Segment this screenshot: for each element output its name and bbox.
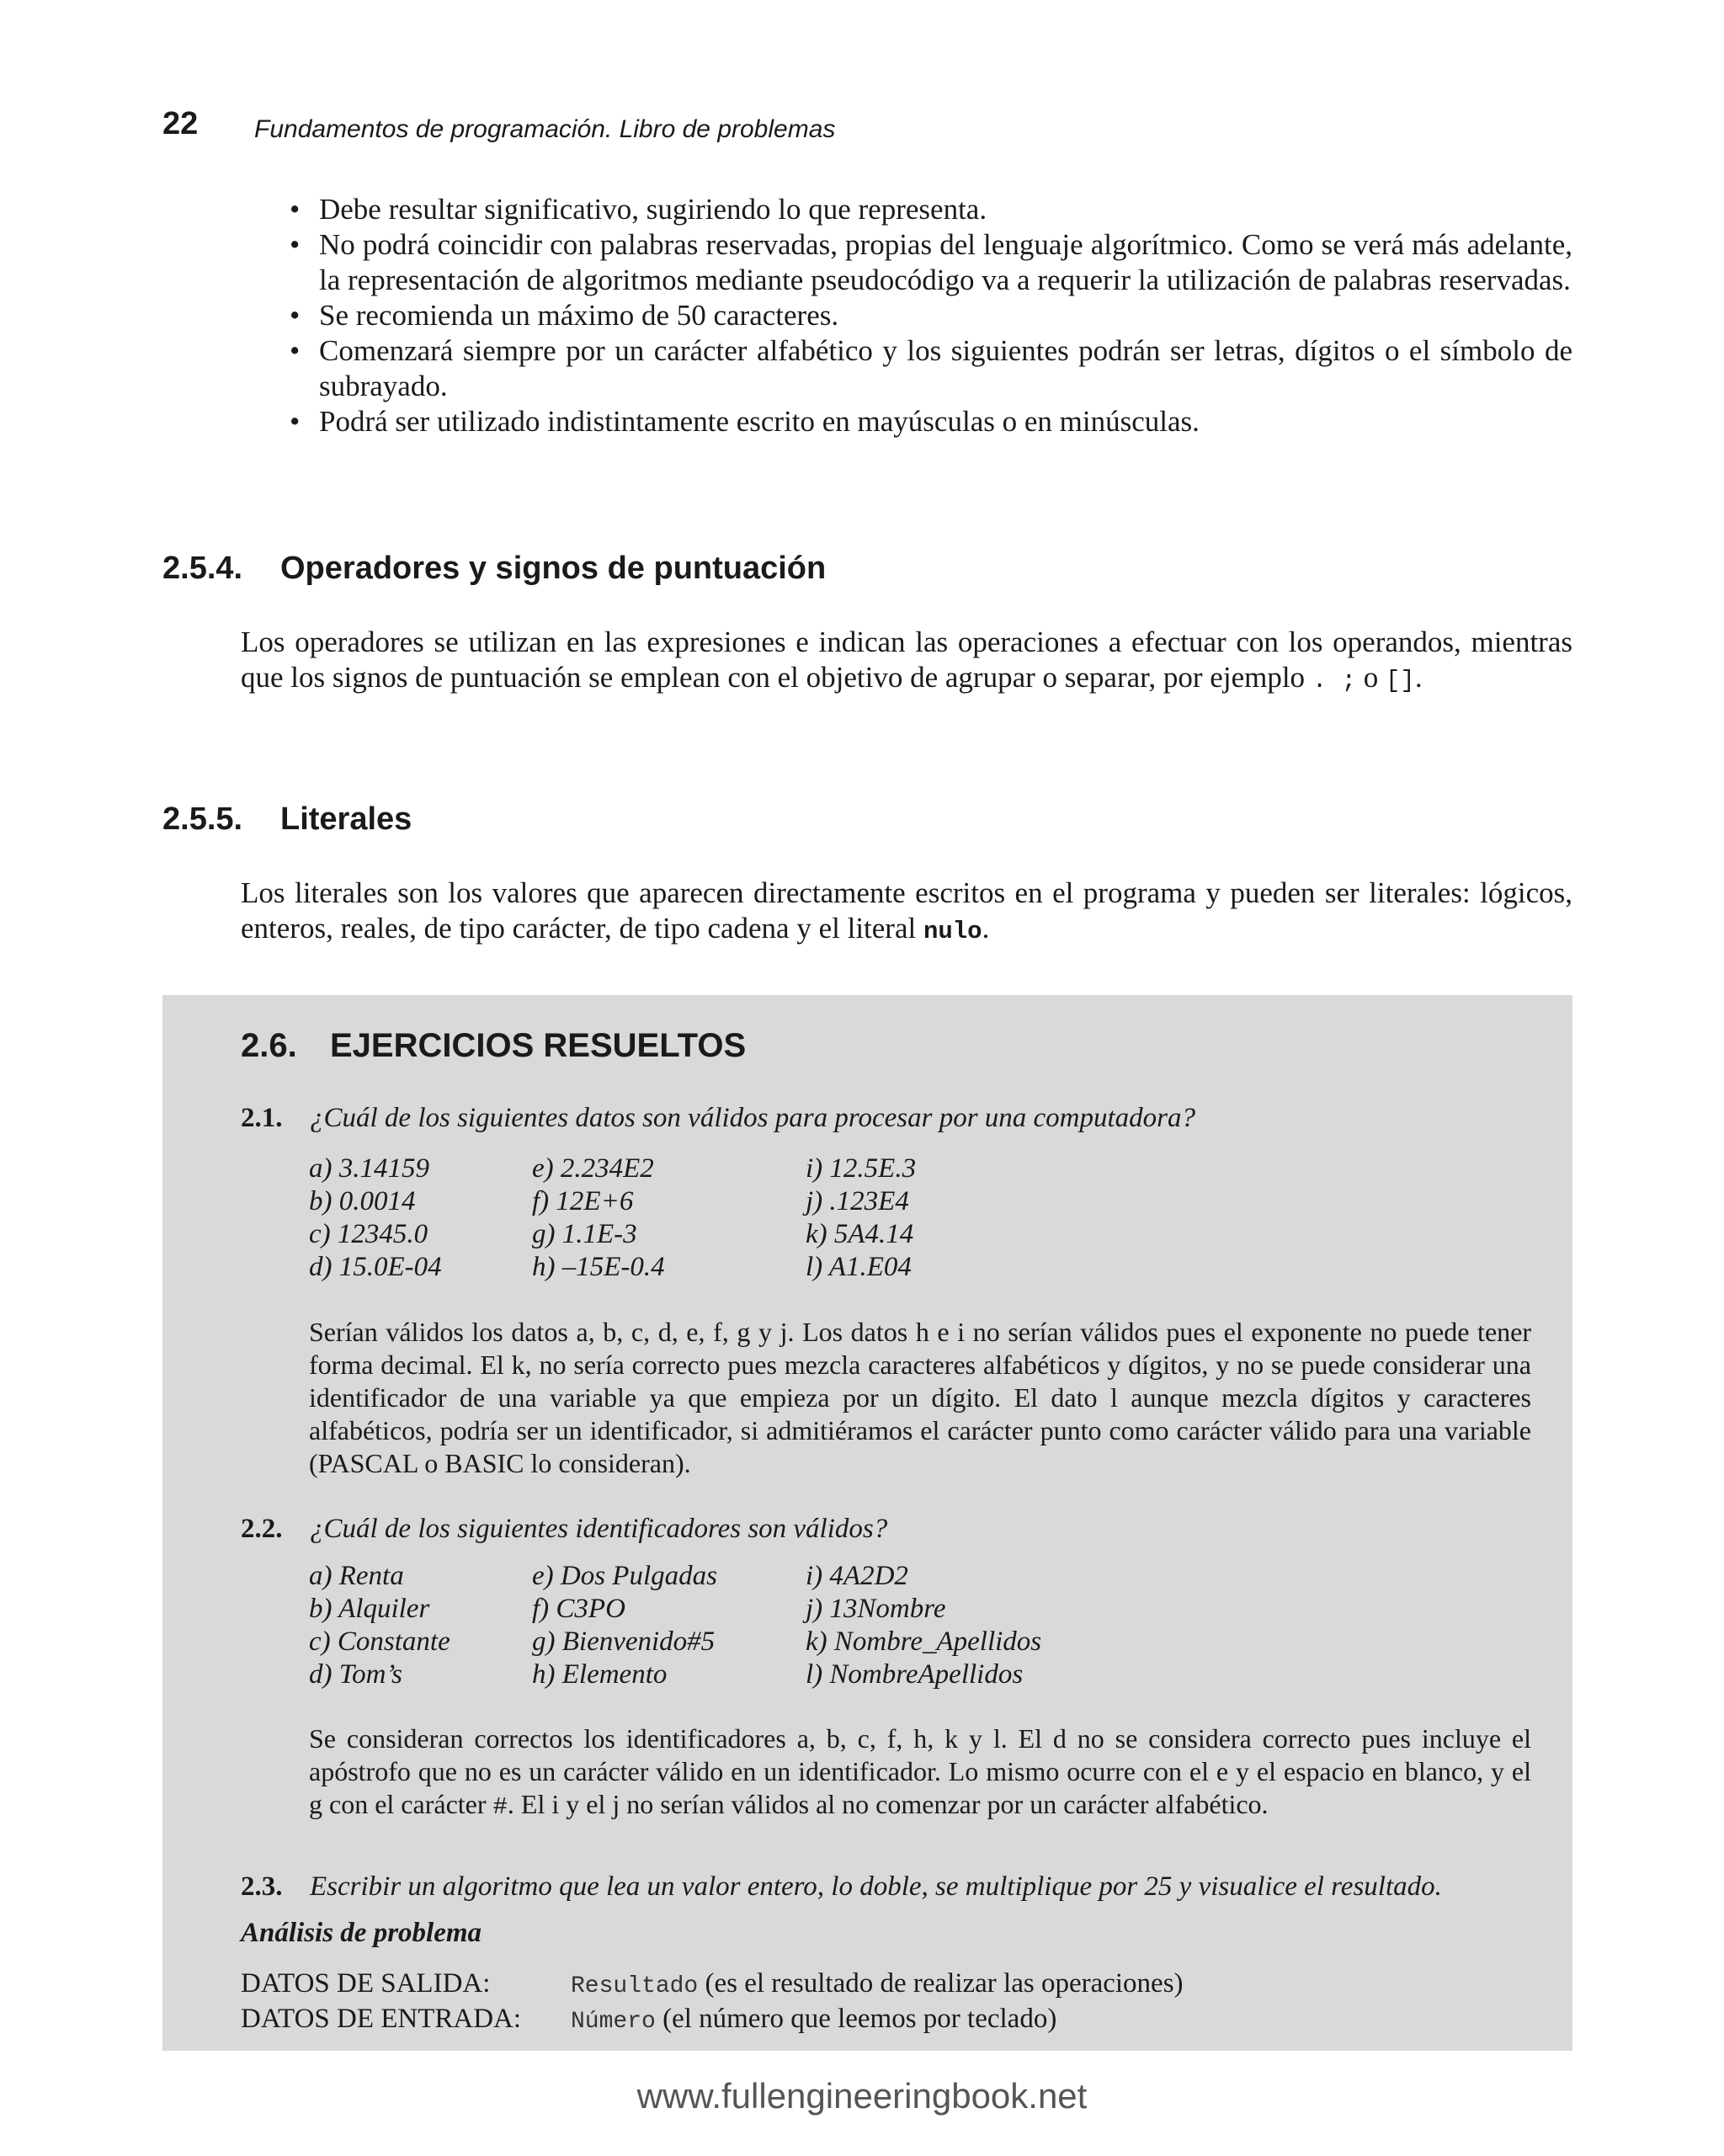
option-item: k) Nombre_Apellidos [806, 1626, 1042, 1657]
list-item: • Comenzará siempre por un carácter alfabético y los siguientes podrán ser letras, dígitos o el símbolo de subrayado. [285, 333, 1572, 404]
section-number: 2.6. [241, 1027, 297, 1064]
page-number: 22 [162, 106, 199, 141]
option-item: j) 13Nombre [806, 1594, 946, 1624]
section-title: EJERCICIOS RESUELTOS [330, 1027, 747, 1064]
input-variable: Número [571, 2009, 656, 2035]
list-item: • No podrá coincidir con palabras reservadas, propias del lenguaje algorítmico. Como se verá más adelante, la representación de algoritmos mediante pseudocódigo va a requerir la utilización de palabras reservadas. [285, 227, 1572, 298]
io-table [241, 1967, 1184, 2038]
section-title: Operadores y signos de puntuación [280, 551, 827, 586]
option-item: h) Elemento [532, 1659, 668, 1690]
option-item: e) 2.234E2 [532, 1153, 654, 1184]
option-item: k) 5A4.14 [806, 1219, 914, 1249]
output-description: (es el resultado de realizar las operaciones) [705, 1968, 1184, 1999]
option-item: i) 4A2D2 [806, 1561, 908, 1591]
option-item: c) 12345.0 [309, 1219, 428, 1249]
exercise-question [241, 1512, 1588, 1546]
option-item: d) Tom’s [309, 1659, 402, 1690]
analysis-title: Análisis de problema [241, 1918, 482, 1948]
option-item: j) .123E4 [806, 1186, 909, 1216]
output-row [241, 1967, 1184, 2003]
option-item: b) Alquiler [309, 1594, 430, 1624]
exercise-question [241, 1101, 1588, 1135]
section-heading-2-6 [241, 1027, 746, 1065]
code-symbols: . ; [1312, 667, 1357, 695]
code-keyword: nulo [923, 918, 982, 945]
option-item: b) 0.0014 [309, 1186, 416, 1216]
running-title: Fundamentos de programación. Libro de problemas [254, 115, 836, 143]
list-item: • Se recomienda un máximo de 50 caracteres. [285, 298, 1572, 333]
paragraph-text: . [982, 912, 990, 945]
exercise-question [241, 1870, 1588, 1903]
section-number: 2.5.4. [162, 551, 243, 586]
question-text: ¿Cuál de los siguientes identificadores son válidos? [310, 1514, 888, 1544]
question-text: ¿Cuál de los siguientes datos son válidos para procesar por una computadora? [310, 1103, 1196, 1133]
option-item: f) 12E+6 [532, 1186, 634, 1216]
paragraph-text: Los literales son los valores que aparecen directamente escritos en el programa y pueden ser literales: lógicos, enteros, reales, de tipo carácter, de tipo cadena y el literal [241, 876, 1572, 945]
paragraph-text: . [1414, 661, 1423, 694]
exercise-number: 2.3. [241, 1871, 283, 1902]
code-symbols: [] [1386, 667, 1415, 695]
section-title: Literales [280, 801, 412, 837]
answer-text: . El i y el j no serían válidos al no comenzar por un carácter alfabético. [507, 1789, 1269, 1819]
section-number: 2.5.5. [162, 801, 243, 837]
option-item: d) 15.0E-04 [309, 1252, 442, 1282]
exercise-answer: Serían válidos los datos a, b, c, d, e, f, g y j. Los datos h e i no serían válidos pues el exponente no puede tener forma decimal. El k, no sería correcto pues mezcla caracteres alfabéticos y dígitos, y no se puede considerar una identificador de una variable ya que empieza por un dígito. El dato l aunque mezcla dígitos y caracteres alfabéticos, podría ser un identificador, si admitiéramos el carácter punto como carácter válido para una variable (PASCAL o BASIC lo consideran). [309, 1317, 1531, 1478]
output-label: DATOS DE SALIDA: [241, 1968, 491, 1999]
option-item: g) Bienvenido#5 [532, 1626, 716, 1657]
option-item: c) Constante [309, 1626, 450, 1657]
section-paragraph [241, 625, 1572, 699]
list-item: • Debe resultar significativo, sugiriendo lo que representa. [285, 192, 1572, 227]
option-item: l) A1.E04 [806, 1252, 912, 1282]
option-item: l) NombreApellidos [806, 1659, 1024, 1690]
list-item: • Podrá ser utilizado indistintamente escrito en mayúsculas o en minúsculas. [285, 404, 1572, 439]
input-description: (el número que leemos por teclado) [662, 2004, 1057, 2034]
watermark: www.fullengineeringbook.net [636, 2076, 1088, 2116]
paragraph-text: Los operadores se utilizan en las expresiones e indican las operaciones a efectuar con los operandos, mientras que los signos de puntuación se emplean con el objetivo de agrupar o separar, por ejemplo [241, 626, 1572, 694]
exercise-number: 2.2. [241, 1514, 283, 1544]
section-heading-2-5-5 [162, 801, 412, 838]
section-heading-2-5-4 [162, 551, 826, 587]
option-item: a) 3.14159 [309, 1153, 429, 1184]
code-symbol: # [492, 1793, 508, 1821]
option-item: i) 12.5E.3 [806, 1153, 917, 1184]
section-paragraph [241, 876, 1572, 950]
input-label: DATOS DE ENTRADA: [241, 2004, 522, 2034]
option-item: h) –15E-0.4 [532, 1252, 665, 1282]
bullet-list [285, 192, 1572, 439]
paragraph-text: o [1363, 661, 1379, 694]
option-item: f) C3PO [532, 1594, 625, 1624]
exercise-answer [309, 1722, 1531, 1823]
question-text: Escribir un algoritmo que lea un valor entero, lo doble, se multiplique por 25 y visualice el resultado. [310, 1871, 1442, 1902]
input-row [241, 2003, 1184, 2038]
option-item: g) 1.1E-3 [532, 1219, 637, 1249]
option-item: e) Dos Pulgadas [532, 1561, 717, 1591]
output-variable: Resultado [571, 1973, 699, 1999]
answer-text: Se consideran correctos los identificadores a, b, c, f, h, k y l. El d no se considera correcto pues incluye el apóstrofo que no es un carácter válido en un identificador. Lo mismo ocurre con el e y el espacio en blanco, y el g con el carácter [309, 1723, 1531, 1819]
exercise-number: 2.1. [241, 1103, 283, 1133]
option-item: a) Renta [309, 1561, 404, 1591]
options-grid [309, 1153, 1075, 1284]
options-grid [309, 1560, 1075, 1691]
